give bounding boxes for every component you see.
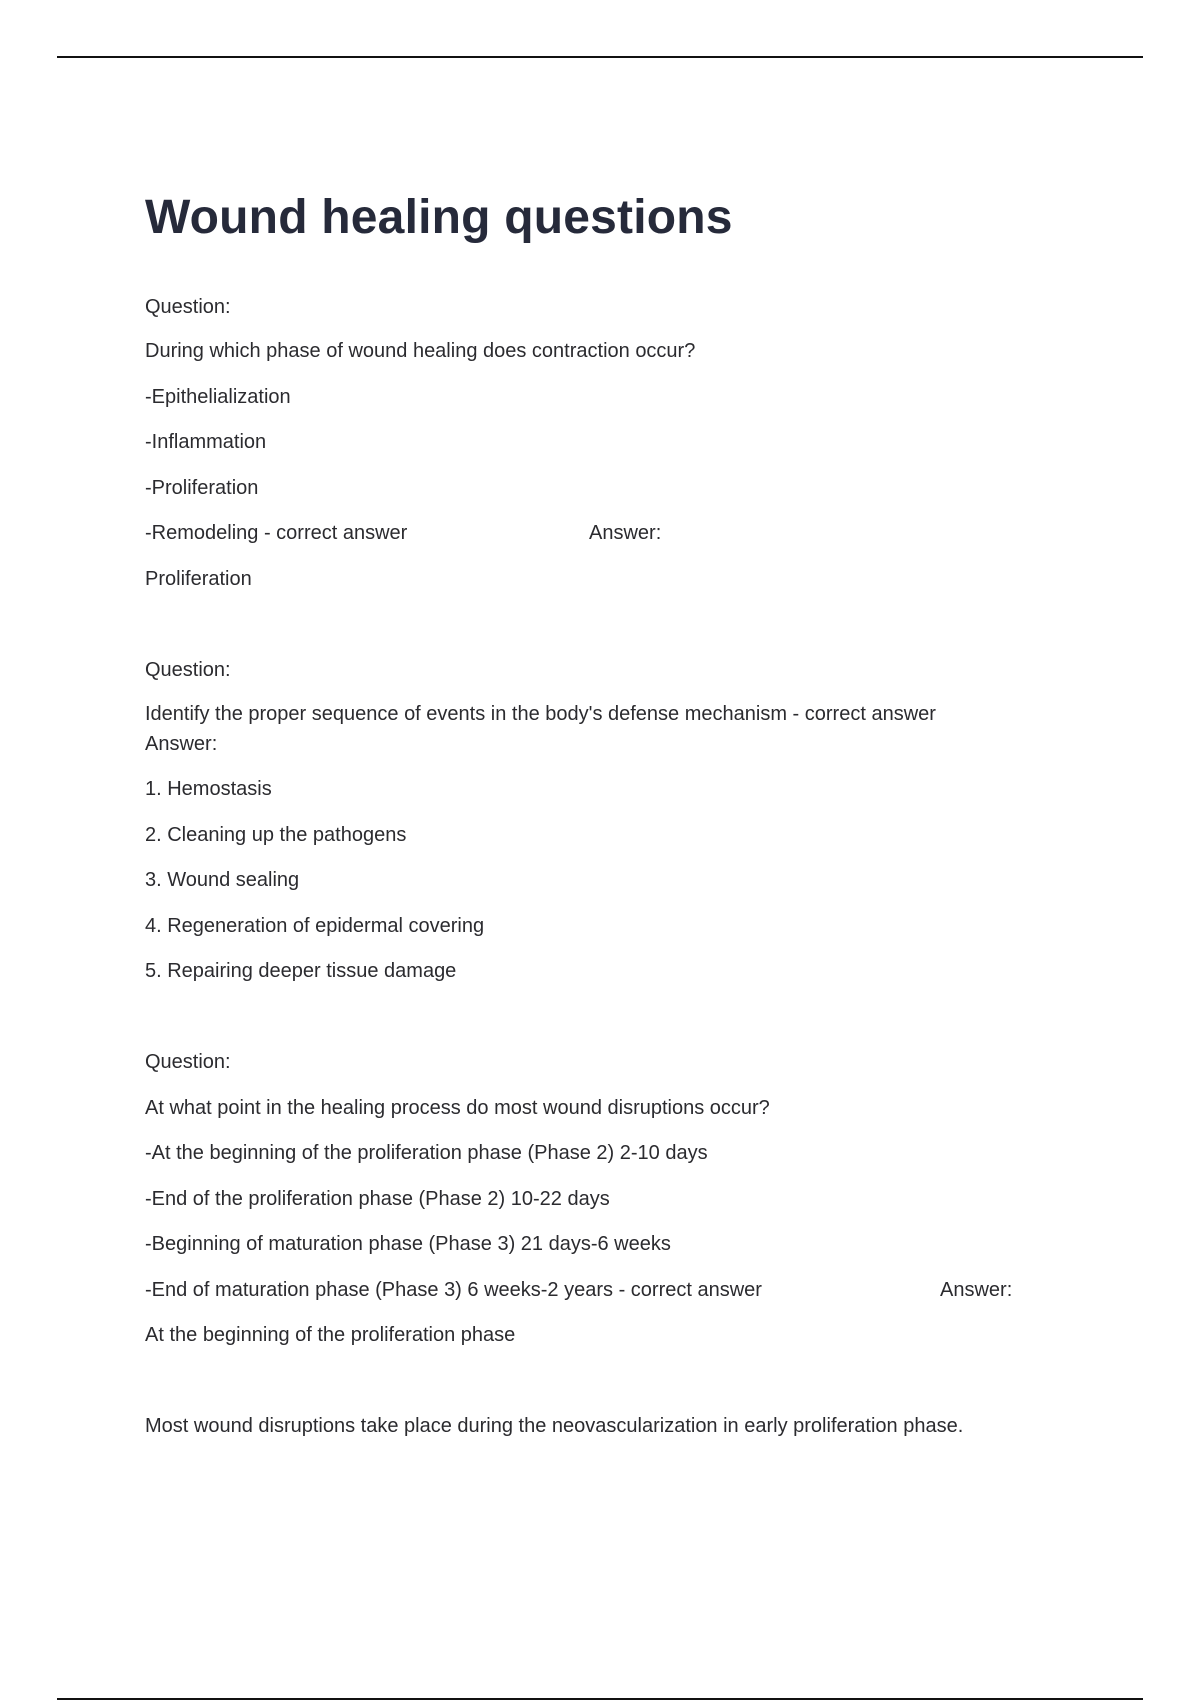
question-1-option-4: -Remodeling - correct answer xyxy=(145,522,408,544)
question-1-answer-label: Answer: xyxy=(589,522,662,544)
question-3-answer: At the beginning of the proliferation phase xyxy=(145,1324,516,1346)
question-3-explanation: Most wound disruptions take place during the neovascularization in early proliferation phase. xyxy=(145,1415,964,1437)
question-2-step-1: 1. Hemostasis xyxy=(145,778,272,800)
question-3-option-2: -End of the proliferation phase (Phase 2) 10-22 days xyxy=(145,1188,610,1210)
question-3-option-3: -Beginning of maturation phase (Phase 3) 21 days-6 weeks xyxy=(145,1233,671,1255)
question-3-prompt: At what point in the healing process do most wound disruptions occur? xyxy=(145,1097,770,1119)
question-1-prompt: During which phase of wound healing does contraction occur? xyxy=(145,340,696,362)
question-2-step-3: 3. Wound sealing xyxy=(145,869,300,891)
page-title: Wound healing questions xyxy=(145,191,733,244)
question-1-answer: Proliferation xyxy=(145,568,252,590)
question-3-option-4: -End of maturation phase (Phase 3) 6 weeks-2 years - correct answer xyxy=(145,1279,762,1301)
header-rule xyxy=(57,56,1143,58)
question-2-step-5: 5. Repairing deeper tissue damage xyxy=(145,960,457,982)
question-1-label: Question: xyxy=(145,296,231,318)
question-3-answer-label: Answer: xyxy=(940,1279,1013,1301)
question-2-prompt: Identify the proper sequence of events in the body's defense mechanism - correct answer Answer: xyxy=(145,703,936,755)
question-3-label: Question: xyxy=(145,1051,231,1073)
question-2-step-4: 4. Regeneration of epidermal covering xyxy=(145,915,485,937)
question-2-step-2: 2. Cleaning up the pathogens xyxy=(145,824,407,846)
question-3-option-1: -At the beginning of the proliferation phase (Phase 2) 2-10 days xyxy=(145,1142,708,1164)
question-1-option-1: -Epithelialization xyxy=(145,386,291,408)
question-1-option-3: -Proliferation xyxy=(145,477,259,499)
question-2-label: Question: xyxy=(145,659,231,681)
question-1-option-2: -Inflammation xyxy=(145,431,267,453)
